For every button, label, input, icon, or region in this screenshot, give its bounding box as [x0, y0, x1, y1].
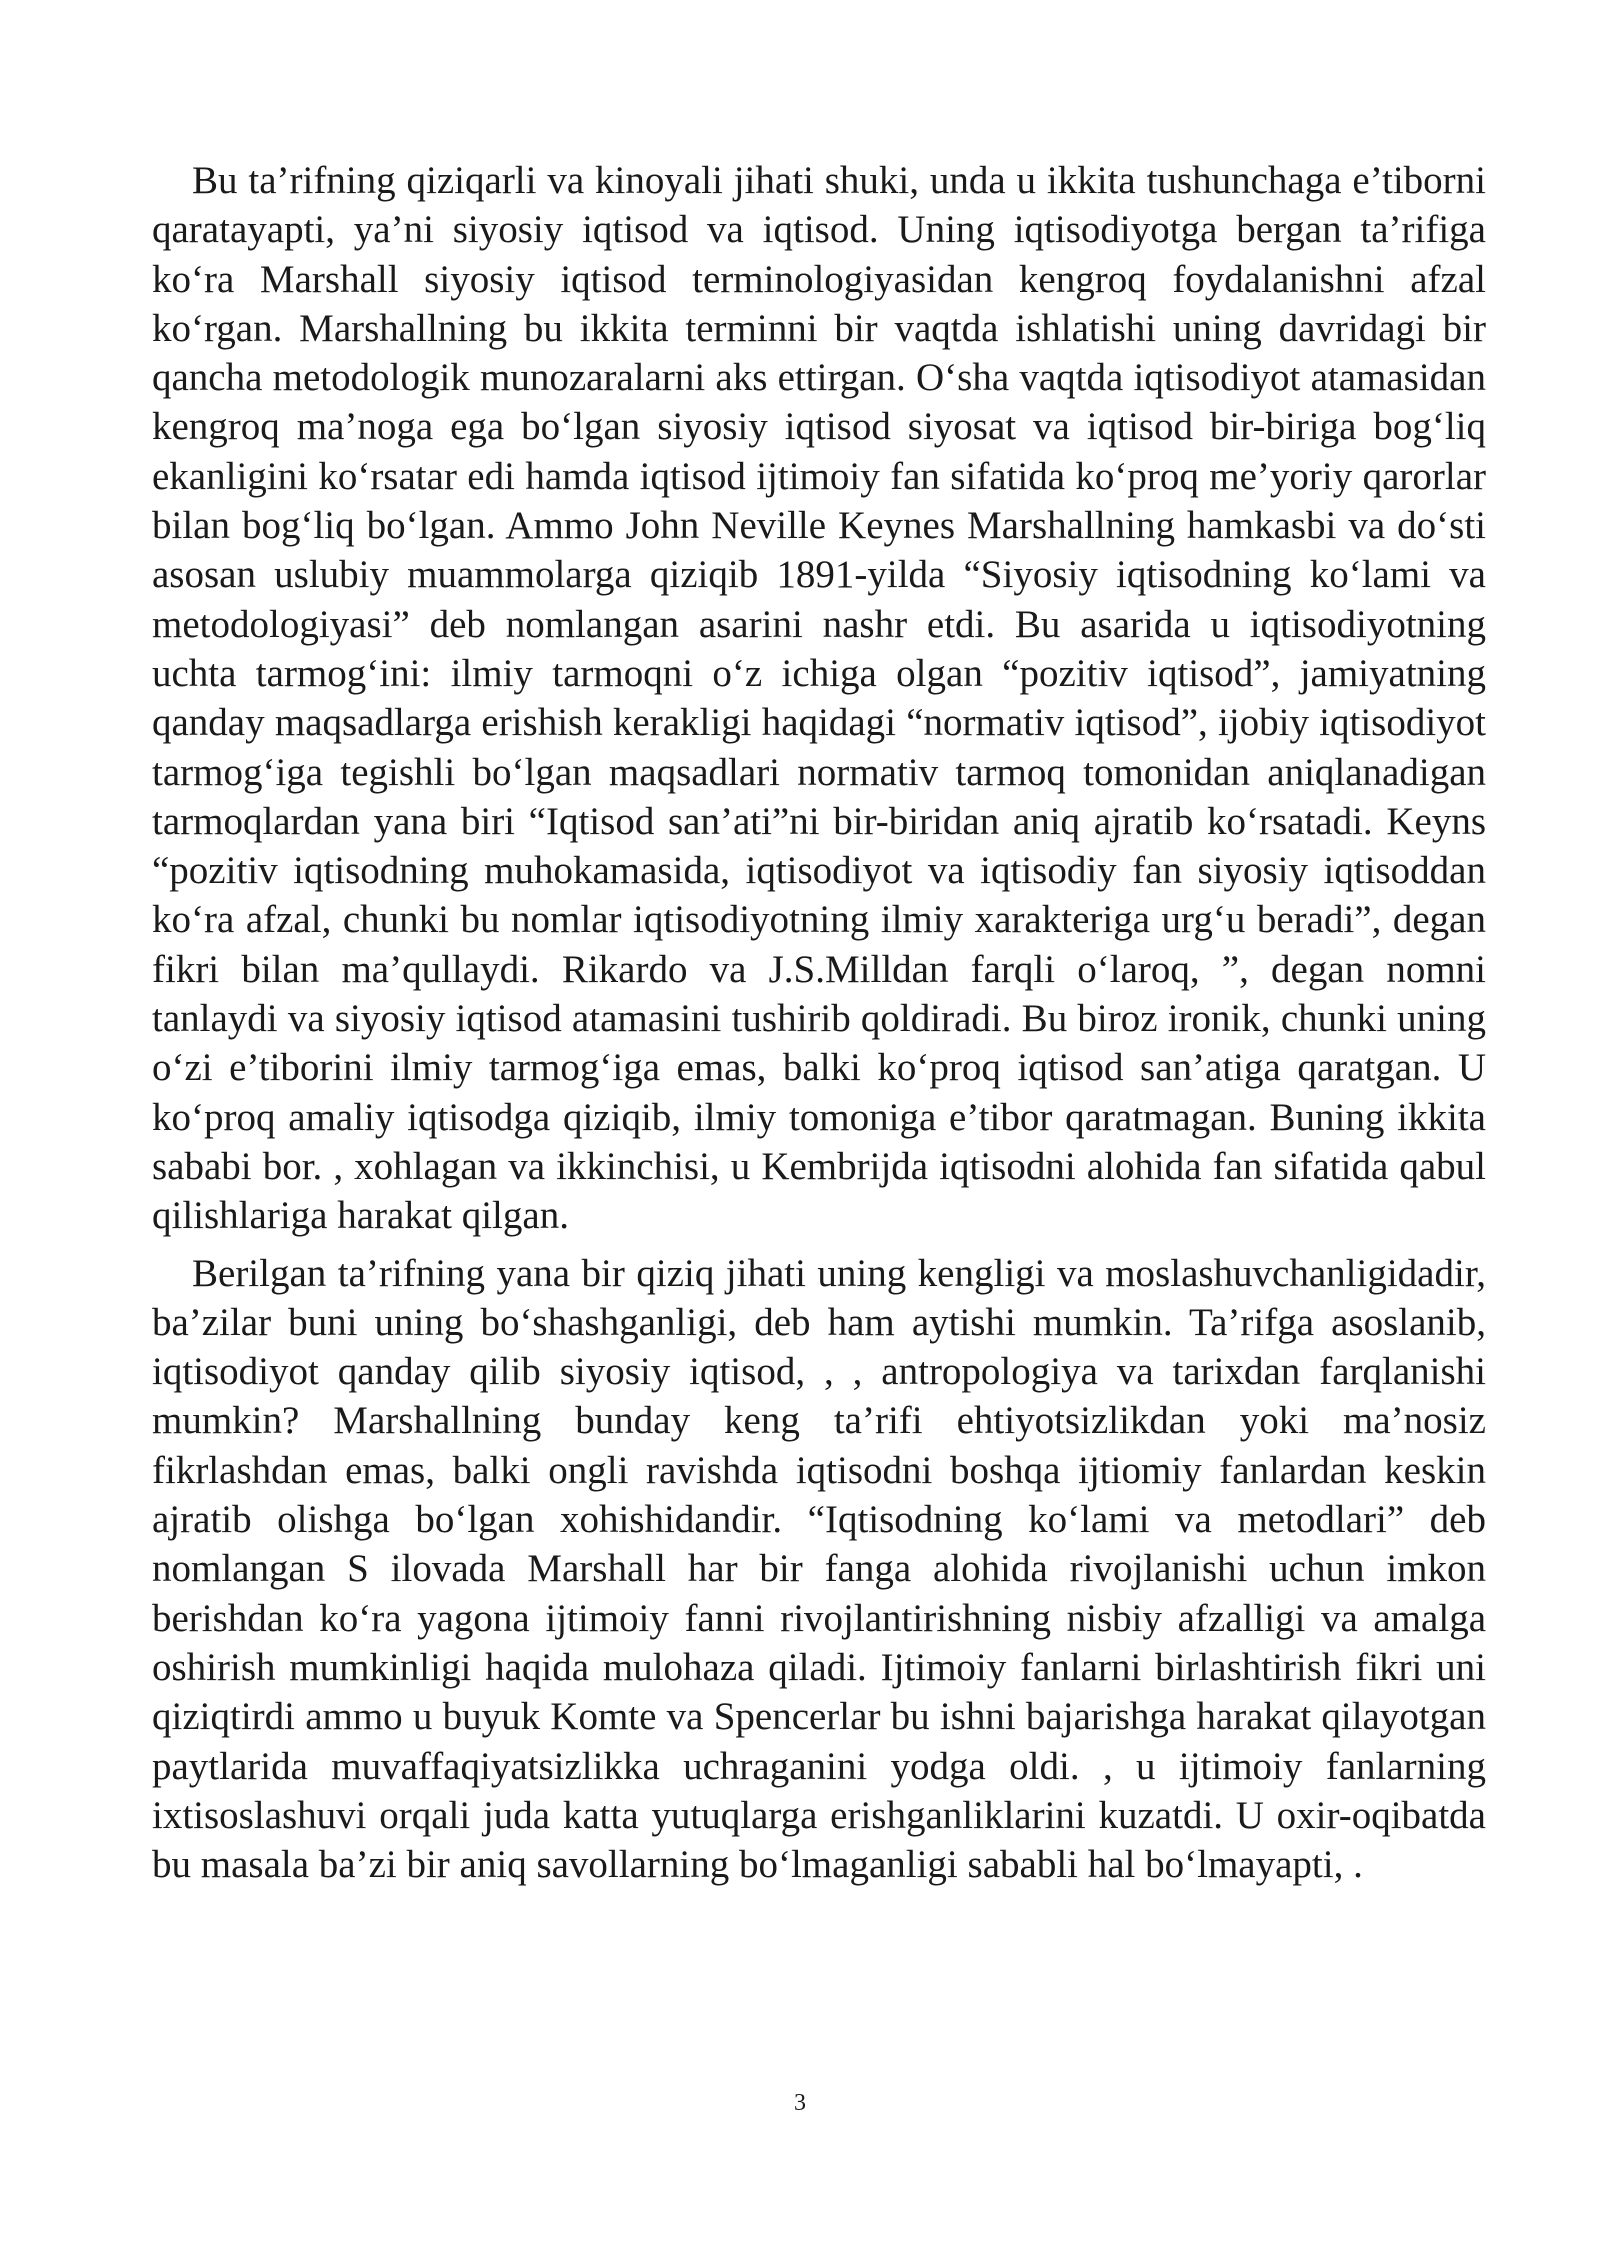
page-number: 3 — [794, 2090, 806, 2116]
page-body — [152, 156, 1486, 1897]
paragraph-1: Bu ta’rifning qiziqarli va kinoyali jihati shuki, unda u ikkita tushunchaga e’tiborni qaratayapti, ya’ni siyosiy iqtisod va iqtisod. Uning iqtisodiyotga bergan ta’rifiga ko‘ra Marshall siyosiy iqtisod terminologiyasidan kengroq foydalanishni afzal ko‘rgan. Marshallning bu ikkita terminni bir vaqtda ishlatishi uning davridagi bir qancha metodologik munozaralarni aks ettirgan. O‘sha vaqtda iqtisodiyot atamasidan kengroq ma’noga ega bo‘lgan siyosiy iqtisod siyosat va iqtisod bir-biriga bog‘liq ekanligini ko‘rsatar edi hamda iqtisod ijtimoiy fan sifatida ko‘proq me’yoriy qarorlar bilan bog‘liq bo‘lgan. Ammo John Neville Keynes Marshallning hamkasbi va do‘sti asosan uslubiy muammolarga qiziqib 1891-yilda “Siyosiy iqtisodning ko‘lami va metodologiyasi” deb nomlangan asarini nashr etdi. Bu asarida u iqtisodiyotning uchta tarmog‘ini: ilmiy tarmoqni o‘z ichiga olgan “pozitiv iqtisod”, jamiyatning qanday maqsadlarga erishish kerakligi haqidagi “normativ iqtisod”, ijobiy iqtisodiyot tarmog‘iga tegishli bo‘lgan maqsadlari normativ tarmoq tomonidan aniqlanadigan tarmoqlardan yana biri “Iqtisod san’ati”ni bir-biridan aniq ajratib ko‘rsatadi. Keyns “pozitiv iqtisodning muhokamasida, iqtisodiyot va iqtisodiy fan siyosiy iqtisoddan ko‘ra afzal, chunki bu nomlar iqtisodiyotning ilmiy xarakteriga urg‘u beradi”, degan fikri bilan ma’qullaydi. Rikardo va J.S.Milldan farqli o‘laroq, ”, degan nomni tanlaydi va siyosiy iqtisod atamasini tushirib qoldiradi. Bu biroz ironik, chunki uning o‘zi e’tiborini ilmiy tarmog‘iga emas, balki ko‘proq iqtisod san’atiga qaratgan. U ko‘proq amaliy iqtisodga qiziqib, ilmiy tomoniga e’tibor qaratmagan. Buning ikkita sababi bor. , xohlagan va ikkinchisi, u Kembrijda iqtisodni alohida fan sifatida qabul qilishlariga harakat qilgan. — [152, 159, 1486, 1238]
paragraph-2: Berilgan ta’rifning yana bir qiziq jihati uning kengligi va moslashuvchanligidadir, ba’zilar buni uning bo‘shashganligi, deb ham aytishi mumkin. Ta’rifga asoslanib, iqtisodiyot qanday qilib siyosiy iqtisod, , , antropologiya va tarixdan farqlanishi mumkin? Marshallning bunday keng ta’rifi ehtiyotsizlikdan yoki ma’nosiz fikrlashdan emas, balki ongli ravishda iqtisodni boshqa ijtiomiy fanlardan keskin ajratib olishga bo‘lgan xohishidandir. “Iqtisodning ko‘lami va metodlari” deb nomlangan S ilovada Marshall har bir fanga alohida rivojlanishi uchun imkon berishdan ko‘ra yagona ijtimoiy fanni rivojlantirishning nisbiy afzalligi va amalga oshirish mumkinligi haqida mulohaza qiladi. Ijtimoiy fanlarni birlashtirish fikri uni qiziqtirdi ammo u buyuk Komte va Spencerlar bu ishni bajarishga harakat qilayotgan paytlarida muvaffaqiyatsizlikka uchraganini yodga oldi. , u ijtimoiy fanlarning ixtisoslashuvi orqali juda katta yutuqlarga erishganliklarini kuzatdi. U oxir-oqibatda bu masala ba’zi bir aniq savollarning bo‘lmaganligi sababli hal bo‘lmayapti, . — [152, 1251, 1486, 1887]
